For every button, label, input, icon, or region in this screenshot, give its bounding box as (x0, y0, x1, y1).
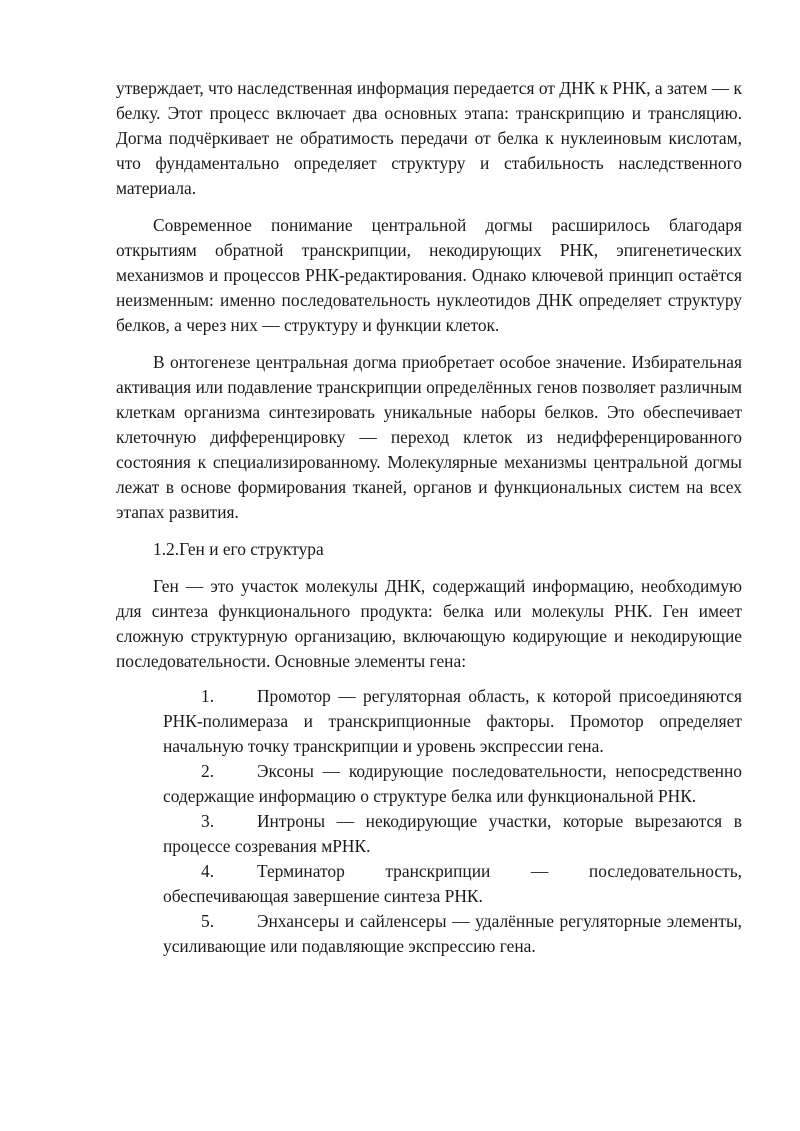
section-heading: 1.2.Ген и его структура (153, 539, 324, 559)
list-item-number: 4. (201, 861, 215, 881)
paragraph-continuation: утверждает, что наследственная информация передается от ДНК к РНК, а затем — к белку. Этот процесс включает два основных этапа: транскрипцию и трансляцию. Догма подчёркивает не обратимость передачи от белка к нуклеиновым кислотам, что фундаментально определяет структуру и стабильность наследственного материала. (116, 78, 742, 198)
list-item (163, 684, 742, 759)
list-item-number: 1. (201, 686, 215, 706)
list-item-text: Интроны — некодирующие участки, которые вырезаются в процессе созревания мРНК. (163, 811, 742, 856)
list-item (163, 759, 742, 809)
paragraph-modern-understanding: Современное понимание центральной догмы расширилось благодаря открытиям обратной транскрипции, некодирующих РНК, эпигенетических механизмов и процессов РНК-редактирования. Однако ключевой принцип остаётся неизменным: именно последовательность нуклеотидов ДНК определяет структуру белков, а через них — структуру и функции клеток. (116, 215, 742, 335)
paragraph-gene-definition: Ген — это участок молекулы ДНК, содержащий информацию, необходимую для синтеза функционального продукта: белка или молекулы РНК. Ген имеет сложную структурную организацию, включающую кодирующие и некодирующие последовательности. Основные элементы гена: (116, 576, 742, 671)
list-item-text: Эксоны — кодирующие последовательности, непосредственно содержащие информацию о структуре белка или функциональной РНК. (163, 761, 742, 806)
list-item-text: Энхансеры и сайленсеры — удалённые регуляторные элементы, усиливающие или подавляющие экспрессию гена. (163, 911, 742, 956)
list-item-number: 3. (201, 811, 215, 831)
list-item (163, 809, 742, 859)
paragraph-ontogenesis: В онтогенезе центральная догма приобретает особое значение. Избирательная активация или подавление транскрипции определённых генов позволяет различным клеткам организма синтезировать уникальные наборы белков. Это обеспечивает клеточную дифференцировку — переход клеток из недифференцированного состояния к специализированному. Молекулярные механизмы центральной догмы лежат в основе формирования тканей, органов и функциональных систем на всех этапах развития. (116, 352, 742, 522)
list-item-number: 2. (201, 761, 215, 781)
list-item-text: Промотор — регуляторная область, к которой присоединяются РНК-полимераза и транскрипционные факторы. Промотор определяет начальную точку транскрипции и уровень экспрессии гена. (163, 686, 742, 756)
list-item (163, 909, 742, 959)
document-body (116, 76, 742, 959)
list-item (163, 859, 742, 909)
list-item-number: 5. (201, 911, 215, 931)
gene-elements-list (116, 684, 742, 959)
list-item-text: Терминатор транскрипции — последовательность, обеспечивающая завершение синтеза РНК. (163, 861, 742, 906)
